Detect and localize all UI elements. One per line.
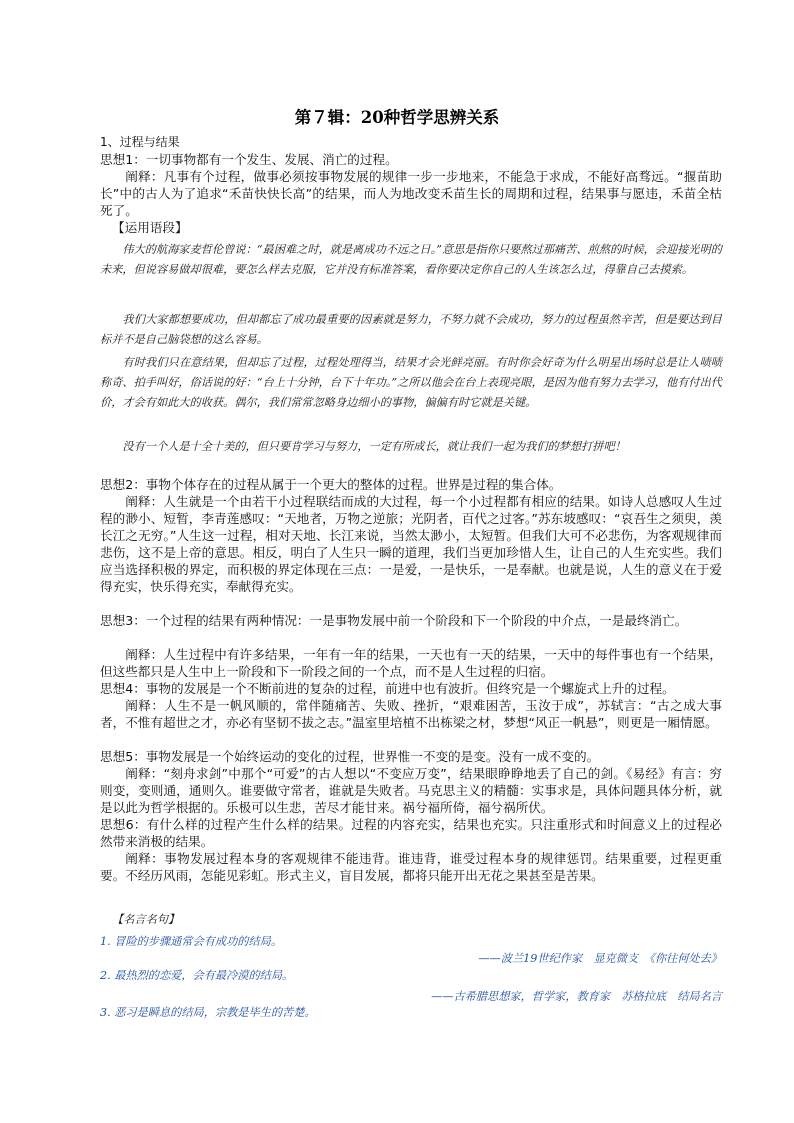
quote-1: 1. 冒险的步骤通常会有成功的结局。 — [100, 935, 283, 948]
explanation-1: 阐释：凡事有个过程，做事必须按事物发展的规律一步一步地来，不能急于求成，不能好高骛远。“揠苗助长”中的古人为了追求“禾苗快快长高”的结果，而人为地改变禾苗生长的周期和过程，结果事与愿违，禾苗全枯死了。 — [100, 169, 722, 218]
explanation-4: 阐释：人生不是一帆风顺的，常伴随痛苦、失败、挫折，“艰难困苦，玉汝于成”，苏轼言：“古之成大事者，不惟有超世之才，亦必有坚韧不拔之志。”温室里培植不出栋梁之材，梦想“风正一帆悬”，则更是一厢情愿。 — [100, 698, 722, 730]
explanation-6: 阐释：事物发展过程本身的客观规律不能违背。谁违背，谁受过程本身的规律惩罚。结果重要，过程更重要。不经历风雨，怎能见彩虹。形式主义，盲目发展，都将只能开出无花之果甚至是苦果。 — [100, 851, 722, 883]
quote-1-source: ——波兰19世纪作家 显克微支 《你往何处去》 — [478, 952, 722, 965]
explanation-3: 阐释：人生过程中有许多结果，一年有一年的结果，一天也有一天的结果，一天中的每件事也有一个结果，但这些都只是人生中上一阶段和下一阶段之间的一个点，而不是人生过程的归宿。 — [100, 647, 722, 679]
explanation-2: 阐释：人生就是一个由若干小过程联结而成的大过程，每一个小过程都有相应的结果。如诗人总感叹人生过程的渺小、短暂，李青莲感叹：“天地者，万物之逆旅；光阴者，百代之过客。”苏东坡感叹：“哀吾生之须臾，羡长江之无穷。”人生这一过程，相对天地、长江来说，当然太渺小，太短暂。但我们大可不必悲伤，为客观规律而悲伤，这不是上帝的意思。相反，明白了人生只一瞬的道理，我们当更加珍惜人生，让自己的人生充实些。我们应当选择积极的界定，而积极的界定体现在三点：一是爱，一是快乐，一是奉献。也就是说，人生的意义在于爱得充实，快乐得充实，奉献得充实。 — [100, 494, 722, 594]
explanation-5: 阐释：“刻舟求剑”中那个“可爱”的古人想以“不变应万变”，结果眼睁睁地丢了自己的剑。《易经》有言：穷则变，变则通，通则久。谁要做守常者，谁就是失败者。马克思主义的精髓：实事求是，具体问题具体分析，就是以此为哲学根据的。乐极可以生悲，苦尽才能甘来。祸兮福所倚，福兮祸所伏。 — [100, 766, 722, 815]
thought-2: 思想2：事物个体存在的过程从属于一个更大的整体的过程。世界是过程的集合体。 — [100, 477, 562, 492]
thought-1: 思想1：一切事物都有一个发生、发展、消亡的过程。 — [100, 152, 398, 167]
thought-3: 思想3：一个过程的结果有两种情况：一是事物发展中前一个阶段和下一个阶段的中介点，一是最终消亡。 — [100, 613, 688, 628]
quote-2: 2. 最热烈的恋爱，会有最冷漠的结局。 — [100, 969, 294, 982]
usage-paragraph-1: 伟大的航海家麦哲伦曾说：“最困难之时，就是离成功不远之日。”意思是指你只要熬过那痛苦、煎熬的时候，会迎接光明的未来，但说容易做却很难，要怎么样去克服，它并没有标准答案，看你要决定你自己的人生该怎么过，得靠自己去摸索。 — [100, 243, 722, 276]
quote-2-source: ——古希腊思想家，哲学家，教育家 苏格拉底 结局名言 — [431, 990, 722, 1003]
thought-6: 思想6：有什么样的过程产生什么样的结果。过程的内容充实，结果也充实。只注重形式和时间意义上的过程必然带来消极的结果。 — [100, 817, 722, 849]
quote-3: 3. 恶习是瞬息的结局，宗教是毕生的苦楚。 — [100, 1006, 316, 1019]
section-heading: 1、过程与结果 — [100, 135, 180, 149]
usage-paragraph-4: 没有一个人是十全十美的，但只要肯学习与努力，一定有所成长，就让我们一起为我们的梦想打拼吧！ — [122, 440, 626, 453]
usage-paragraph-3: 有时我们只在意结果，但却忘了过程，过程处理得当，结果才会光鲜亮丽。有时你会好奇为什么明星出场时总是让人啧啧称奇、拍手叫好，俗话说的好：“台上十分钟，台下十年功。”之所以他会在台上表现亮眼，是因为他有努力去学习，他有付出代价，才会有如此大的收获。偶尔，我们常常忽略身边细小的事物，偏偏有时它就是关键。 — [100, 356, 722, 409]
usage-label: 【运用语段】 — [112, 220, 188, 235]
thought-5: 思想5：事物发展是一个始终运动的变化的过程，世界惟一不变的是变。没有一成不变的。 — [100, 749, 600, 764]
thought-4: 思想4：事物的发展是一个不断前进的复杂的过程，前进中也有波折。但终究是一个螺旋式上升的过程。 — [100, 681, 675, 696]
quotes-label: 【名言名句】 — [112, 913, 180, 926]
document-title: 第７辑：20种哲学思辨关系 — [294, 108, 500, 127]
usage-paragraph-2: 我们大家都想要成功，但却都忘了成功最重要的因素就是努力，不努力就不会成功，努力的过程虽然辛苦，但是要达到目标并不是自己脑袋想的这么容易。 — [100, 313, 722, 346]
